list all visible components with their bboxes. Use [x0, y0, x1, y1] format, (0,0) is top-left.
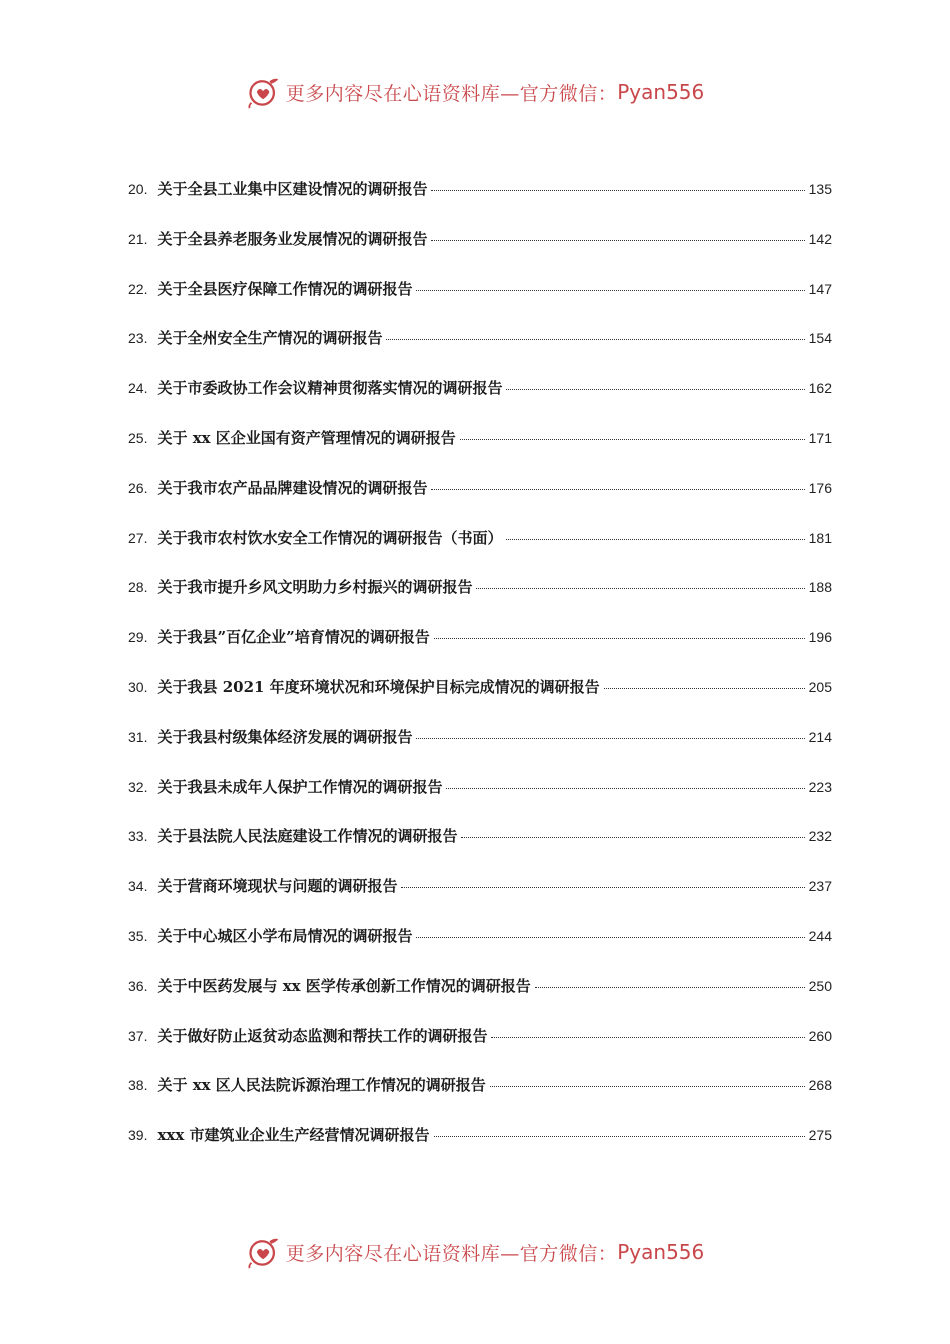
dot-leader: [434, 638, 805, 639]
toc-entry[interactable]: [128, 576, 832, 626]
toc-entry-page: 268: [808, 1077, 832, 1094]
banner-text: 更多内容尽在心语资料库—官方微信：: [285, 1242, 618, 1265]
toc-entry-number: 38.: [128, 1077, 148, 1094]
toc-entry-page: 223: [808, 778, 832, 795]
toc-entry[interactable]: [128, 278, 832, 328]
wechat-id: Pyan556: [617, 80, 705, 104]
heart-logo-icon: [246, 1234, 282, 1270]
toc-entry-page: 154: [808, 330, 832, 347]
toc-entry-number: 20.: [128, 181, 148, 197]
toc-entry-number: 27.: [128, 529, 148, 546]
dot-leader: [401, 887, 804, 888]
toc-entry-title[interactable]: 关于全州安全生产情况的调研报告: [157, 329, 383, 348]
toc-entry-title[interactable]: 关于我县村级集体经济发展的调研报告: [157, 727, 413, 746]
toc-entry-number: 37.: [128, 1027, 148, 1044]
dot-leader: [434, 1136, 805, 1137]
toc-entry[interactable]: [128, 676, 832, 726]
toc-entry[interactable]: [128, 1074, 832, 1124]
dot-leader: [506, 389, 804, 390]
toc-entry-title[interactable]: 关于中医药发展与 xx 医学传承创新工作情况的调研报告: [157, 976, 531, 995]
toc-entry-number: 35.: [128, 927, 148, 944]
toc-entry-title[interactable]: 关于我县 2021 年度环境状况和环境保护目标完成情况的调研报告: [157, 677, 600, 696]
toc-entry-number: 30.: [128, 678, 148, 695]
toc-entry-number: 25.: [128, 429, 148, 446]
dot-leader: [604, 688, 805, 689]
toc-entry-page: 237: [808, 878, 832, 895]
footer-banner: [0, 1232, 950, 1272]
wechat-id: Pyan556: [617, 1240, 705, 1264]
toc-entry-title[interactable]: 关于市委政协工作会议精神贯彻落实情况的调研报告: [157, 379, 503, 398]
dot-leader: [431, 489, 804, 490]
toc-entry-page: 250: [808, 977, 832, 994]
toc-entry-page: 205: [808, 678, 832, 695]
dot-leader: [416, 738, 804, 739]
toc-entry-number: 26.: [128, 479, 148, 496]
toc-entry[interactable]: [128, 427, 832, 477]
dot-leader: [416, 290, 804, 291]
toc-entry-number: 32.: [128, 778, 148, 795]
header-banner: [0, 72, 950, 112]
toc-entry-title[interactable]: 关于全县养老服务业发展情况的调研报告: [157, 229, 428, 248]
toc-entry[interactable]: [128, 1124, 832, 1174]
toc-entry-number: 24.: [128, 380, 148, 397]
toc-entry-title[interactable]: 关于中心城区小学布局情况的调研报告: [157, 926, 413, 945]
toc-entry-number: 34.: [128, 878, 148, 895]
dot-leader: [416, 937, 804, 938]
toc-entry[interactable]: [128, 776, 832, 826]
toc-entry-title[interactable]: 关于 xx 区人民法院诉源治理工作情况的调研报告: [157, 1076, 486, 1095]
toc-entry[interactable]: [128, 178, 832, 228]
toc-entry-title[interactable]: 关于全县医疗保障工作情况的调研报告: [157, 279, 413, 298]
toc-entry-page: 244: [808, 927, 832, 944]
toc-entry[interactable]: [128, 327, 832, 377]
toc-entry-title[interactable]: xxx 市建筑业企业生产经营情况调研报告: [157, 1126, 430, 1145]
dot-leader: [491, 1037, 804, 1038]
toc-entry-title[interactable]: 关于做好防止返贫动态监测和帮扶工作的调研报告: [157, 1026, 488, 1045]
toc-entry-number: 29.: [128, 629, 148, 646]
banner-text: 更多内容尽在心语资料库—官方微信：: [285, 82, 618, 105]
toc-entry-number: 36.: [128, 977, 148, 994]
toc-entry-title[interactable]: 关于我县未成年人保护工作情况的调研报告: [157, 777, 443, 796]
toc-entry[interactable]: [128, 228, 832, 278]
toc-entry-page: 232: [808, 828, 832, 845]
toc-entry[interactable]: [128, 626, 832, 676]
toc-entry-page: 275: [808, 1127, 832, 1144]
toc-entry-title[interactable]: 关于我市农产品品牌建设情况的调研报告: [157, 478, 428, 497]
toc-entry[interactable]: [128, 377, 832, 427]
dot-leader: [431, 240, 804, 241]
toc-entry-page: 147: [808, 280, 832, 297]
toc-entry-title[interactable]: 关于我市提升乡风文明助力乡村振兴的调研报告: [157, 578, 473, 597]
toc-entry-title[interactable]: 关于全县工业集中区建设情况的调研报告: [157, 180, 428, 198]
toc-entry-page: 181: [808, 529, 832, 546]
toc-entry-title[interactable]: 关于 xx 区企业国有资产管理情况的调研报告: [157, 428, 456, 447]
toc-entry-page: 142: [808, 230, 832, 247]
dot-leader: [490, 1086, 805, 1087]
toc-entry[interactable]: [128, 975, 832, 1025]
toc-entry[interactable]: [128, 726, 832, 776]
toc-entry-number: 31.: [128, 728, 148, 745]
dot-leader: [476, 588, 804, 589]
toc-entry-page: 188: [808, 579, 832, 596]
toc-entry-title[interactable]: 关于我县”百亿企业”培育情况的调研报告: [157, 628, 430, 647]
toc-entry-number: 22.: [128, 280, 148, 297]
toc-entry-number: 39.: [128, 1127, 148, 1144]
toc-entry-number: 23.: [128, 330, 148, 347]
dot-leader: [535, 987, 805, 988]
toc-entry[interactable]: [128, 875, 832, 925]
dot-leader: [446, 788, 804, 789]
toc-entry[interactable]: [128, 925, 832, 975]
toc-entry[interactable]: [128, 527, 832, 577]
table-of-contents: [128, 178, 832, 1174]
toc-entry-page: 135: [808, 181, 832, 197]
dot-leader: [386, 339, 804, 340]
toc-entry-number: 28.: [128, 579, 148, 596]
toc-entry[interactable]: [128, 477, 832, 527]
toc-entry[interactable]: [128, 1025, 832, 1075]
toc-entry[interactable]: [128, 825, 832, 875]
toc-entry-page: 176: [808, 479, 832, 496]
toc-entry-page: 214: [808, 728, 832, 745]
heart-logo-icon: [246, 74, 282, 110]
toc-entry-page: 196: [808, 629, 832, 646]
dot-leader: [431, 190, 804, 191]
toc-entry-page: 171: [808, 429, 832, 446]
dot-leader: [461, 837, 804, 838]
toc-entry-title[interactable]: 关于营商环境现状与问题的调研报告: [157, 877, 398, 896]
toc-entry-number: 21.: [128, 230, 148, 247]
toc-entry-page: 162: [808, 380, 832, 397]
toc-entry-title[interactable]: 关于我市农村饮水安全工作情况的调研报告（书面）: [157, 528, 503, 547]
toc-entry-number: 33.: [128, 828, 148, 845]
toc-entry-title[interactable]: 关于县法院人民法庭建设工作情况的调研报告: [157, 827, 458, 846]
toc-entry-page: 260: [808, 1027, 832, 1044]
dot-leader: [460, 439, 805, 440]
dot-leader: [506, 539, 804, 540]
